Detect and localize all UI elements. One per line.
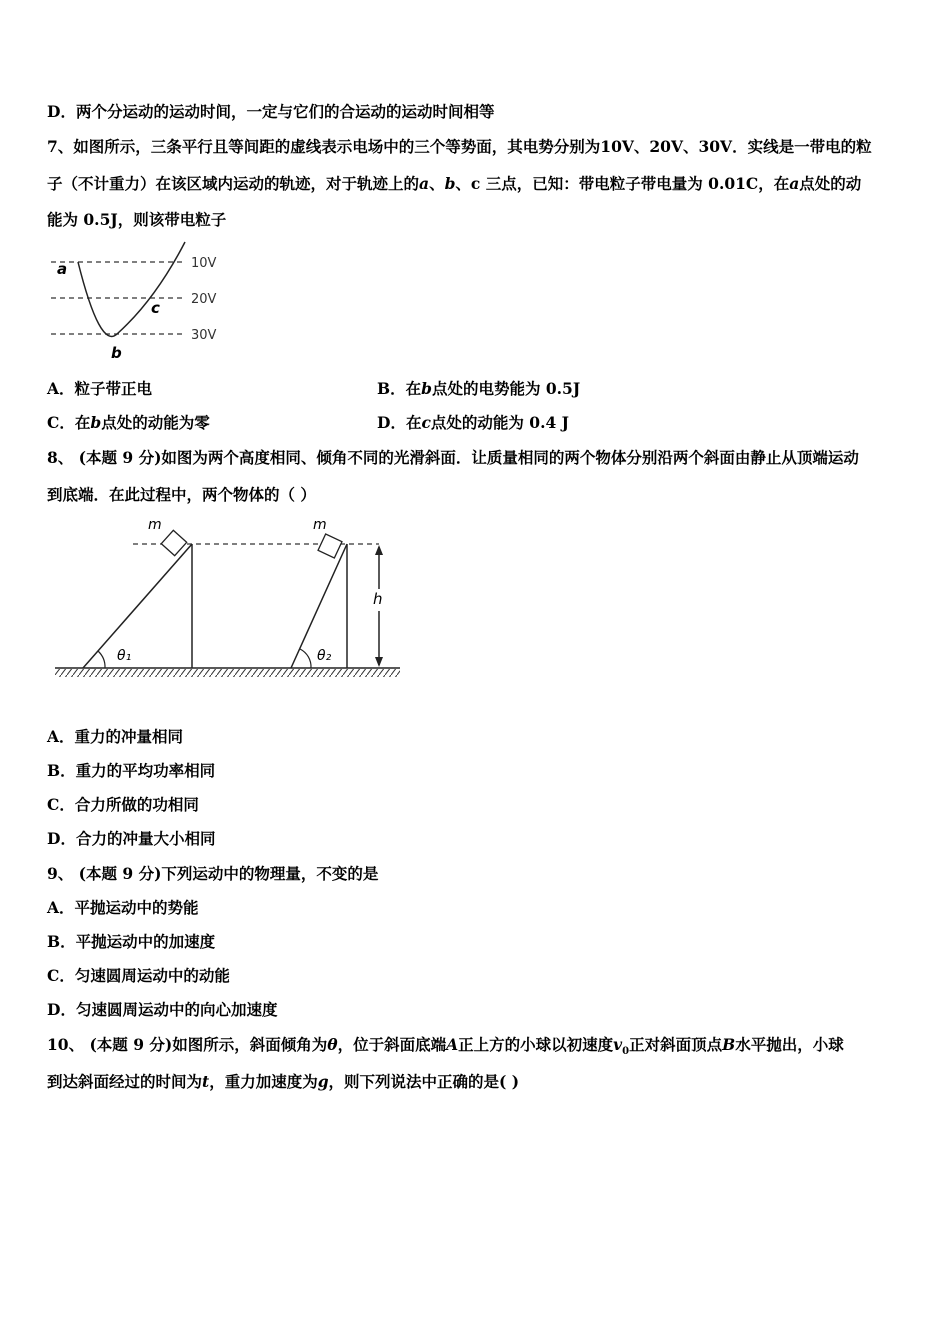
q10-text: 正对斜面顶点	[629, 1035, 723, 1054]
q8-option-a: A．重力的冲量相同	[47, 727, 184, 746]
option-text: 点处的动能为 0.4 J	[430, 413, 569, 432]
q7-option-b	[377, 379, 580, 399]
height-arrow-down-head	[375, 657, 383, 667]
option-text: C．在	[47, 413, 91, 432]
q7-figure	[45, 240, 235, 365]
q7-option-a: A．粒子带正电	[47, 379, 153, 398]
q7-stem-line2	[47, 174, 861, 194]
mass-1-label: m	[148, 517, 162, 533]
potential-30v-label: 30V	[191, 328, 217, 343]
q7-option-c	[47, 413, 210, 433]
theta2-label: θ₂	[317, 648, 332, 664]
q10-var: v	[613, 1035, 623, 1054]
q10-text: ，重力加速度为	[209, 1072, 318, 1091]
q10-var: B	[722, 1035, 736, 1054]
q10-subscript: 0	[622, 1046, 630, 1058]
point-c-label: c	[151, 299, 160, 317]
angle-arc-1	[98, 651, 105, 668]
q9-option-a: A．平抛运动中的势能	[47, 898, 199, 917]
q7-stem-line1: 7、如图所示，三条平行且等间距的虚线表示电场中的三个等势面，其电势分别为10V、20V、30V．实线是一带电的粒	[47, 137, 872, 156]
q7-text: 子（不计重力）在该区域内运动的轨迹，对于轨迹上的	[47, 174, 420, 193]
q7-stem-line3: 能为 0.5J，则该带电粒子	[47, 210, 227, 229]
q8-stem-line1: 8、 (本题 9 分)如图为两个高度相同、倾角不同的光滑斜面．让质量相同的两个物体分别沿两个斜面由静止从顶端运动	[47, 448, 859, 467]
q8-option-b: B．重力的平均功率相同	[47, 761, 216, 780]
q9-option-b: B．平抛运动中的加速度	[47, 932, 216, 951]
option-text: 点处的电势能为 0.5J	[431, 379, 581, 398]
ground-hatch	[55, 669, 400, 677]
height-arrow-up-head	[375, 545, 383, 555]
incline-1	[83, 544, 192, 668]
potential-10v-label: 10V	[191, 256, 217, 271]
theta1-label: θ₁	[117, 648, 132, 664]
option-text: D．在	[377, 413, 422, 432]
q10-text: ，则下列说法中正确的是( )	[328, 1072, 520, 1091]
point-b-label: b	[111, 344, 122, 362]
q10-text: ，位于斜面底端	[337, 1035, 447, 1054]
q8-option-c: C．合力所做的功相同	[47, 795, 199, 814]
q10-text: 10、 (本题 9 分)如图所示，斜面倾角为	[47, 1035, 328, 1054]
q7-var: a	[789, 174, 800, 193]
block-1	[161, 530, 186, 555]
q10-var: g	[317, 1072, 329, 1091]
angle-arc-2	[300, 649, 311, 668]
q10-text: 正上方的小球以初速度	[458, 1035, 614, 1054]
q8-option-d: D．合力的冲量大小相同	[47, 829, 216, 848]
q7-text: 、c 三点，已知：带电粒子带电量为 0.01C，在	[455, 174, 790, 193]
q6-option-d: D．两个分运动的运动时间，一定与它们的合运动的运动时间相等	[47, 102, 495, 121]
q8-figure	[55, 515, 405, 685]
potential-20v-label: 20V	[191, 292, 217, 307]
q9-option-d: D．匀速圆周运动中的向心加速度	[47, 1000, 278, 1019]
q10-var: θ	[327, 1035, 338, 1054]
q9-option-c: C．匀速圆周运动中的动能	[47, 966, 230, 985]
q10-text: 水平抛出，小球	[735, 1035, 844, 1054]
q10-var: t	[202, 1072, 210, 1091]
option-text: 点处的动能为零	[101, 413, 210, 432]
q10-text: 到达斜面经过的时间为	[47, 1072, 203, 1091]
q10-stem-line2	[47, 1072, 519, 1092]
q10-var: A	[446, 1035, 459, 1054]
option-var: c	[421, 413, 431, 432]
q8-stem-line2: 到底端．在此过程中，两个物体的（ ）	[47, 485, 316, 504]
mass-2-label: m	[313, 517, 327, 533]
point-a-label: a	[57, 260, 68, 278]
particle-trajectory	[78, 242, 185, 336]
q9-stem: 9、 (本题 9 分)下列运动中的物理量，不变的是	[47, 864, 379, 883]
option-var: b	[421, 379, 432, 398]
option-var: b	[90, 413, 102, 432]
q7-option-d	[377, 413, 569, 433]
q7-var: b	[444, 174, 456, 193]
q10-stem-line1	[47, 1035, 844, 1062]
q7-text: 点处的动	[799, 174, 862, 193]
q7-var: a	[419, 174, 430, 193]
q7-text: 、	[429, 174, 445, 193]
block-2	[318, 534, 342, 558]
option-text: B．在	[377, 379, 422, 398]
height-label: h	[373, 590, 383, 608]
